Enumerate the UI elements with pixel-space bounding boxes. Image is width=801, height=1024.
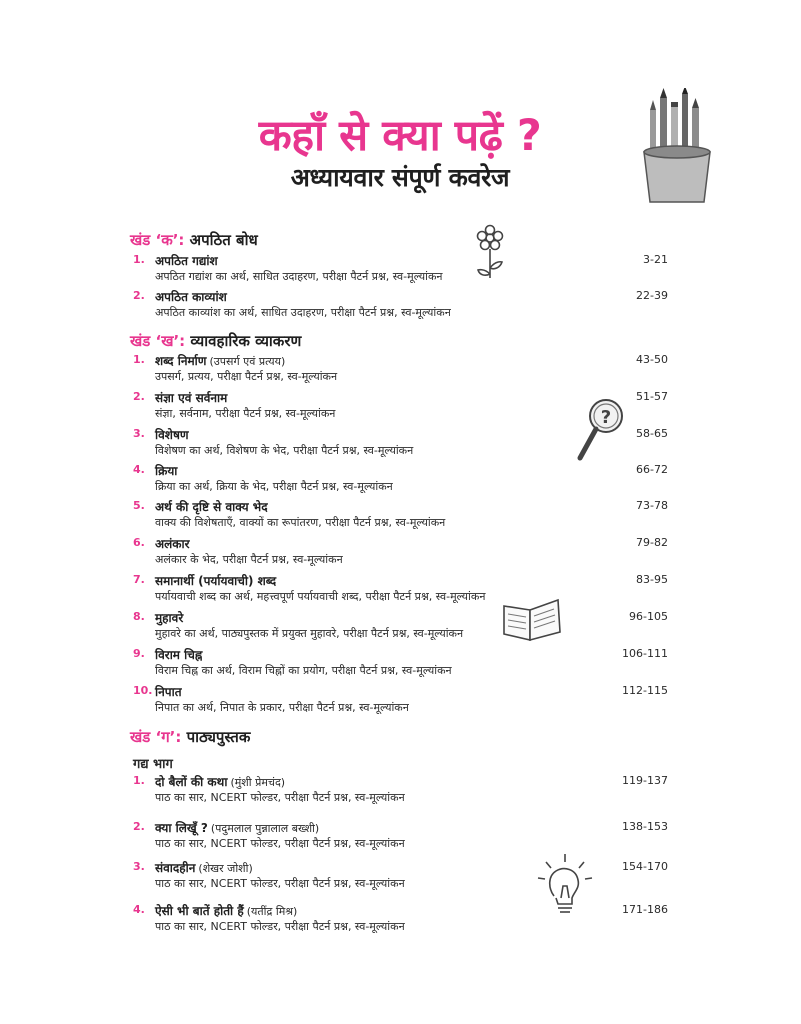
list-item [133, 499, 668, 533]
list-item [133, 573, 668, 607]
item-description: अपठित काव्यांश का अर्थ, साधित उदाहरण, परीक्षा पैटर्न प्रश्न, स्व-मूल्यांकन [155, 306, 451, 319]
list-item [133, 253, 668, 287]
section-name: व्यावहारिक व्याकरण [190, 332, 302, 350]
item-number: 3. [133, 427, 145, 440]
item-pages: 106-111 [622, 647, 668, 660]
list-item [133, 820, 668, 854]
item-title: शब्द निर्माण (उपसर्ग एवं प्रत्यय) [155, 354, 286, 368]
item-description: अपठित गद्यांश का अर्थ, साधित उदाहरण, परीक्षा पैटर्न प्रश्न, स्व-मूल्यांकन [155, 270, 443, 283]
item-title: दो बैलों की कथा (मुंशी प्रेमचंद) [155, 775, 286, 789]
item-title: विराम चिह्न [155, 648, 203, 662]
item-description: संज्ञा, सर्वनाम, परीक्षा पैटर्न प्रश्न, स्व-मूल्यांकन [155, 407, 336, 420]
item-description: मुहावरे का अर्थ, पाठ्यपुस्तक में प्रयुक्त मुहावरे, परीक्षा पैटर्न प्रश्न, स्व-मूल्यांकन [155, 627, 464, 640]
item-pages: 138-153 [622, 820, 668, 833]
list-item [133, 774, 668, 808]
list-item [133, 536, 668, 570]
item-title: अपठित गद्यांश [155, 254, 218, 268]
section-name: पाठ्यपुस्तक [186, 728, 251, 746]
section-heading [130, 331, 301, 351]
item-title: विशेषण [155, 428, 189, 442]
item-note: (उपसर्ग एवं प्रत्यय) [209, 355, 286, 368]
item-pages: 79-82 [636, 536, 668, 549]
item-title: अलंकार [155, 537, 190, 551]
item-title: क्रिया [155, 464, 178, 478]
section-heading [130, 727, 250, 747]
item-pages: 3-21 [643, 253, 668, 266]
item-title: संज्ञा एवं सर्वनाम [155, 391, 228, 405]
list-item [133, 353, 668, 387]
item-description: पर्यायवाची शब्द का अर्थ, महत्त्वपूर्ण पर्यायवाची शब्द, परीक्षा पैटर्न प्रश्न, स्व-मूल्यांकन [155, 590, 486, 603]
page-subtitle: अध्यायवार संपूर्ण कवरेज [290, 163, 510, 192]
item-description: पाठ का सार, NCERT फोल्डर, परीक्षा पैटर्न प्रश्न, स्व-मूल्यांकन [155, 920, 405, 933]
item-description: पाठ का सार, NCERT फोल्डर, परीक्षा पैटर्न प्रश्न, स्व-मूल्यांकन [155, 837, 405, 850]
item-pages: 73-78 [636, 499, 668, 512]
item-note: (शेखर जोशी) [198, 862, 253, 875]
item-number: 10. [133, 684, 153, 697]
sub-heading: गद्य भाग [133, 757, 173, 772]
pencil-cup-icon [632, 88, 722, 208]
item-pages: 83-95 [636, 573, 668, 586]
item-pages: 112-115 [622, 684, 668, 697]
item-note: (मुंशी प्रेमचंद) [230, 776, 286, 789]
item-number: 4. [133, 463, 145, 476]
svg-text:?: ? [600, 407, 612, 428]
list-item [133, 427, 668, 461]
item-number: 1. [133, 253, 145, 266]
item-title: समानार्थी (पर्यायवाची) शब्द [155, 574, 277, 588]
item-pages: 43-50 [636, 353, 668, 366]
item-pages: 22-39 [636, 289, 668, 302]
list-item [133, 860, 668, 894]
item-description: अलंकार के भेद, परीक्षा पैटर्न प्रश्न, स्व-मूल्यांकन [155, 553, 343, 566]
page-title: कहाँ से क्या पढ़ें ? [258, 111, 542, 161]
item-number: 9. [133, 647, 145, 660]
item-title: क्या लिखूँ ? (पदुमलाल पुन्नालाल बख्शी) [155, 821, 320, 835]
item-description: विराम चिह्न का अर्थ, विराम चिह्नों का प्रयोग, परीक्षा पैटर्न प्रश्न, स्व-मूल्यांकन [155, 664, 452, 677]
item-description: पाठ का सार, NCERT फोल्डर, परीक्षा पैटर्न प्रश्न, स्व-मूल्यांकन [155, 791, 405, 804]
item-pages: 154-170 [622, 860, 668, 873]
item-number: 4. [133, 903, 145, 916]
item-title: अपठित काव्यांश [155, 290, 227, 304]
item-title: मुहावरे [155, 611, 184, 625]
item-note: (पदुमलाल पुन्नालाल बख्शी) [210, 822, 320, 835]
item-number: 3. [133, 860, 145, 873]
item-description: वाक्य की विशेषताएँ, वाक्यों का रूपांतरण, परीक्षा पैटर्न प्रश्न, स्व-मूल्यांकन [155, 516, 446, 529]
list-item [133, 684, 668, 718]
section-heading [130, 230, 258, 250]
item-pages: 96-105 [629, 610, 668, 623]
list-item [133, 289, 668, 323]
section-tag: खंड ‘क’: [130, 231, 185, 249]
item-number: 1. [133, 353, 145, 366]
item-title: संवादहीन (शेखर जोशी) [155, 861, 253, 875]
item-pages: 171-186 [622, 903, 668, 916]
item-number: 7. [133, 573, 145, 586]
item-title: निपात [155, 685, 182, 699]
item-note: (यतींद्र मिश्र) [246, 905, 298, 918]
item-number: 6. [133, 536, 145, 549]
item-number: 1. [133, 774, 145, 787]
item-pages: 51-57 [636, 390, 668, 403]
item-description: निपात का अर्थ, निपात के प्रकार, परीक्षा पैटर्न प्रश्न, स्व-मूल्यांकन [155, 701, 409, 714]
item-number: 5. [133, 499, 145, 512]
item-pages: 66-72 [636, 463, 668, 476]
item-description: क्रिया का अर्थ, क्रिया के भेद, परीक्षा पैटर्न प्रश्न, स्व-मूल्यांकन [155, 480, 393, 493]
list-item [133, 610, 668, 644]
list-item [133, 647, 668, 681]
list-item [133, 390, 668, 424]
item-number: 2. [133, 289, 145, 302]
list-item [133, 463, 668, 497]
item-description: विशेषण का अर्थ, विशेषण के भेद, परीक्षा पैटर्न प्रश्न, स्व-मूल्यांकन [155, 444, 414, 457]
item-description: पाठ का सार, NCERT फोल्डर, परीक्षा पैटर्न प्रश्न, स्व-मूल्यांकन [155, 877, 405, 890]
item-description: उपसर्ग, प्रत्यय, परीक्षा पैटर्न प्रश्न, स्व-मूल्यांकन [155, 370, 338, 383]
item-pages: 119-137 [622, 774, 668, 787]
item-title: ऐसी भी बातें होती हैं (यतींद्र मिश्र) [155, 904, 298, 918]
item-number: 8. [133, 610, 145, 623]
section-tag: खंड ‘ख’: [130, 332, 186, 350]
section-name: अपठित बोध [189, 231, 258, 249]
section-tag: खंड ‘ग’: [130, 728, 182, 746]
item-number: 2. [133, 820, 145, 833]
item-pages: 58-65 [636, 427, 668, 440]
item-title: अर्थ की दृष्टि से वाक्य भेद [155, 500, 268, 514]
list-item [133, 903, 668, 937]
item-number: 2. [133, 390, 145, 403]
